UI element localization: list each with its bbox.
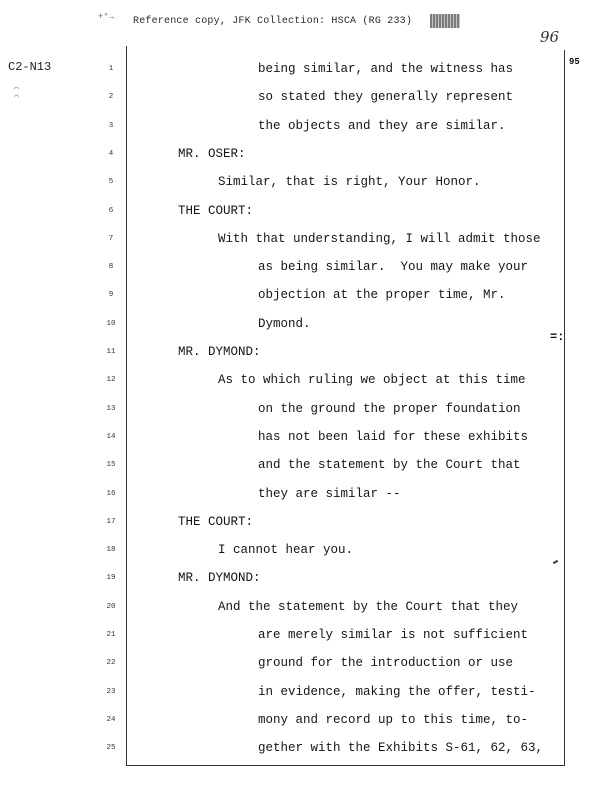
transcript-line: Similar, that is right, Your Honor. — [218, 175, 481, 190]
transcript-line: the objects and they are similar. — [258, 118, 506, 133]
transcript-line: THE COURT: — [178, 514, 254, 529]
transcript-line: THE COURT: — [178, 203, 254, 218]
left-margin-rule — [126, 46, 127, 766]
line-number: 22 — [106, 659, 116, 668]
transcript-line: and the statement by the Court that — [258, 458, 521, 473]
line-number: 4 — [108, 149, 114, 158]
transcript-line: on the ground the proper foundation — [258, 401, 521, 416]
line-number: 23 — [106, 687, 116, 696]
transcript-line: ground for the introduction or use — [258, 656, 514, 671]
line-number: 18 — [106, 546, 116, 555]
transcript-line: And the statement by the Court that they — [218, 599, 519, 614]
line-number: 12 — [106, 376, 116, 385]
line-number: 20 — [106, 602, 116, 611]
transcript-line: objection at the proper time, Mr. — [258, 288, 506, 303]
line-number: 11 — [106, 348, 116, 356]
line-number: 6 — [108, 206, 114, 215]
margin-annotation-mark: =: — [550, 330, 565, 344]
transcript-line: With that understanding, I will admit those — [218, 231, 541, 246]
line-number: 3 — [108, 121, 114, 130]
transcript-line: Dymond. — [258, 316, 311, 331]
line-number: 9 — [108, 291, 114, 300]
line-number: 25 — [106, 744, 116, 753]
document-id: C2-N13 — [8, 60, 52, 74]
line-number: 10 — [106, 319, 116, 328]
transcript-line: mony and record up to this time, to- — [258, 712, 529, 727]
header-mark: +°→ — [98, 12, 115, 22]
transcript-line: in evidence, making the offer, testi- — [258, 684, 536, 699]
archive-stamp — [430, 14, 460, 28]
stamped-page-number: 95 — [569, 57, 580, 67]
transcript-line: As to which ruling we object at this time — [218, 373, 526, 388]
line-number: 8 — [108, 263, 114, 272]
transcript-line: MR. DYMOND: — [178, 571, 261, 586]
transcript-line: MR. DYMOND: — [178, 345, 261, 359]
handwritten-page-number: 96 — [540, 28, 560, 46]
transcript-line: as being similar. You may make your — [258, 260, 529, 275]
bottom-rule — [126, 765, 565, 766]
line-number: 15 — [106, 461, 116, 470]
line-number: 19 — [106, 574, 116, 583]
line-number: 21 — [106, 631, 116, 639]
line-number: 24 — [106, 715, 116, 724]
line-number: 13 — [106, 404, 116, 413]
margin-tick-mark — [553, 560, 558, 564]
transcript-line: I cannot hear you. — [218, 543, 354, 558]
transcript-line: they are similar -- — [258, 486, 401, 501]
right-margin-rule — [564, 50, 565, 766]
line-number: 1 — [108, 65, 114, 73]
line-number: 2 — [108, 93, 114, 102]
transcript-line: MR. OSER: — [178, 146, 246, 161]
transcript-line: are merely similar is not sufficient — [258, 628, 529, 642]
line-number: 16 — [106, 489, 116, 498]
margin-squiggle: ⌒ ⌒ — [14, 85, 19, 102]
line-number: 17 — [106, 517, 116, 526]
line-number: 14 — [106, 432, 116, 441]
line-number: 7 — [108, 234, 114, 243]
transcript-line: gether with the Exhibits S-61, 62, 63, — [258, 741, 544, 756]
transcript-line: being similar, and the witness has — [258, 62, 514, 76]
line-number: 5 — [108, 178, 114, 187]
transcript-line: so stated they generally represent — [258, 90, 514, 105]
archive-reference-header: Reference copy, JFK Collection: HSCA (RG 233) — [133, 16, 413, 27]
transcript-line: has not been laid for these exhibits — [258, 429, 529, 444]
